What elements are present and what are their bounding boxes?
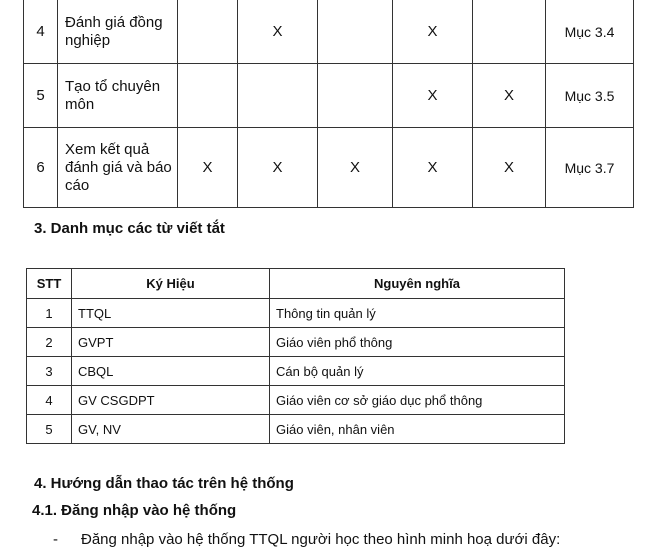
abbreviation: GVPT (72, 328, 270, 357)
meaning: Thông tin quản lý (270, 299, 565, 328)
row-number: 1 (27, 299, 72, 328)
row-number: 6 (24, 128, 58, 208)
row-number: 5 (27, 415, 72, 444)
table-row (27, 328, 565, 357)
role-mark: X (393, 0, 473, 64)
table-row (24, 0, 634, 64)
table-row (27, 299, 565, 328)
column-header-stt: STT (27, 269, 72, 299)
abbreviation: GV, NV (72, 415, 270, 444)
role-mark (178, 64, 238, 128)
table-row (27, 357, 565, 386)
column-header-symbol: Ký Hiệu (72, 269, 270, 299)
table-row (27, 415, 565, 444)
role-mark: X (238, 0, 318, 64)
role-mark: X (238, 128, 318, 208)
bullet-marker: - (53, 531, 58, 548)
table-row (24, 128, 634, 208)
row-number: 4 (24, 0, 58, 64)
meaning: Cán bộ quản lý (270, 357, 565, 386)
role-mark: X (393, 128, 473, 208)
row-number: 4 (27, 386, 72, 415)
role-mark: X (178, 128, 238, 208)
table-header-row (27, 269, 565, 299)
section-reference: Mục 3.5 (546, 64, 634, 128)
abbreviation: GV CSGDPT (72, 386, 270, 415)
row-number: 3 (27, 357, 72, 386)
role-mark: X (318, 128, 393, 208)
function-name: Đánh giá đồng nghiệp (58, 0, 178, 64)
row-number: 5 (24, 64, 58, 128)
subsection-heading-login: 4.1. Đăng nhập vào hệ thống (32, 502, 237, 519)
section-reference: Mục 3.7 (546, 128, 634, 208)
meaning: Giáo viên, nhân viên (270, 415, 565, 444)
abbreviation: TTQL (72, 299, 270, 328)
table-row (24, 64, 634, 128)
role-mark (318, 64, 393, 128)
role-mark: X (473, 64, 546, 128)
function-name: Xem kết quả đánh giá và báo cáo (58, 128, 178, 208)
role-mark: X (393, 64, 473, 128)
section-heading-abbreviations: 3. Danh mục các từ viết tắt (34, 220, 225, 237)
meaning: Giáo viên cơ sở giáo dục phổ thông (270, 386, 565, 415)
meaning: Giáo viên phổ thông (270, 328, 565, 357)
role-mark (473, 0, 546, 64)
role-mark (178, 0, 238, 64)
role-mark: X (473, 128, 546, 208)
role-mark (318, 0, 393, 64)
table-row (27, 386, 565, 415)
function-name: Tạo tổ chuyên môn (58, 64, 178, 128)
role-mark (238, 64, 318, 128)
bullet-text: Đăng nhập vào hệ thống TTQL người học theo hình minh hoạ dưới đây: (81, 531, 561, 548)
row-number: 2 (27, 328, 72, 357)
abbreviation: CBQL (72, 357, 270, 386)
section-heading-instructions: 4. Hướng dẫn thao tác trên hệ thống (34, 475, 294, 492)
section-reference: Mục 3.4 (546, 0, 634, 64)
abbreviations-table (26, 268, 565, 444)
column-header-meaning: Nguyên nghĩa (270, 269, 565, 299)
permissions-table (23, 0, 634, 208)
